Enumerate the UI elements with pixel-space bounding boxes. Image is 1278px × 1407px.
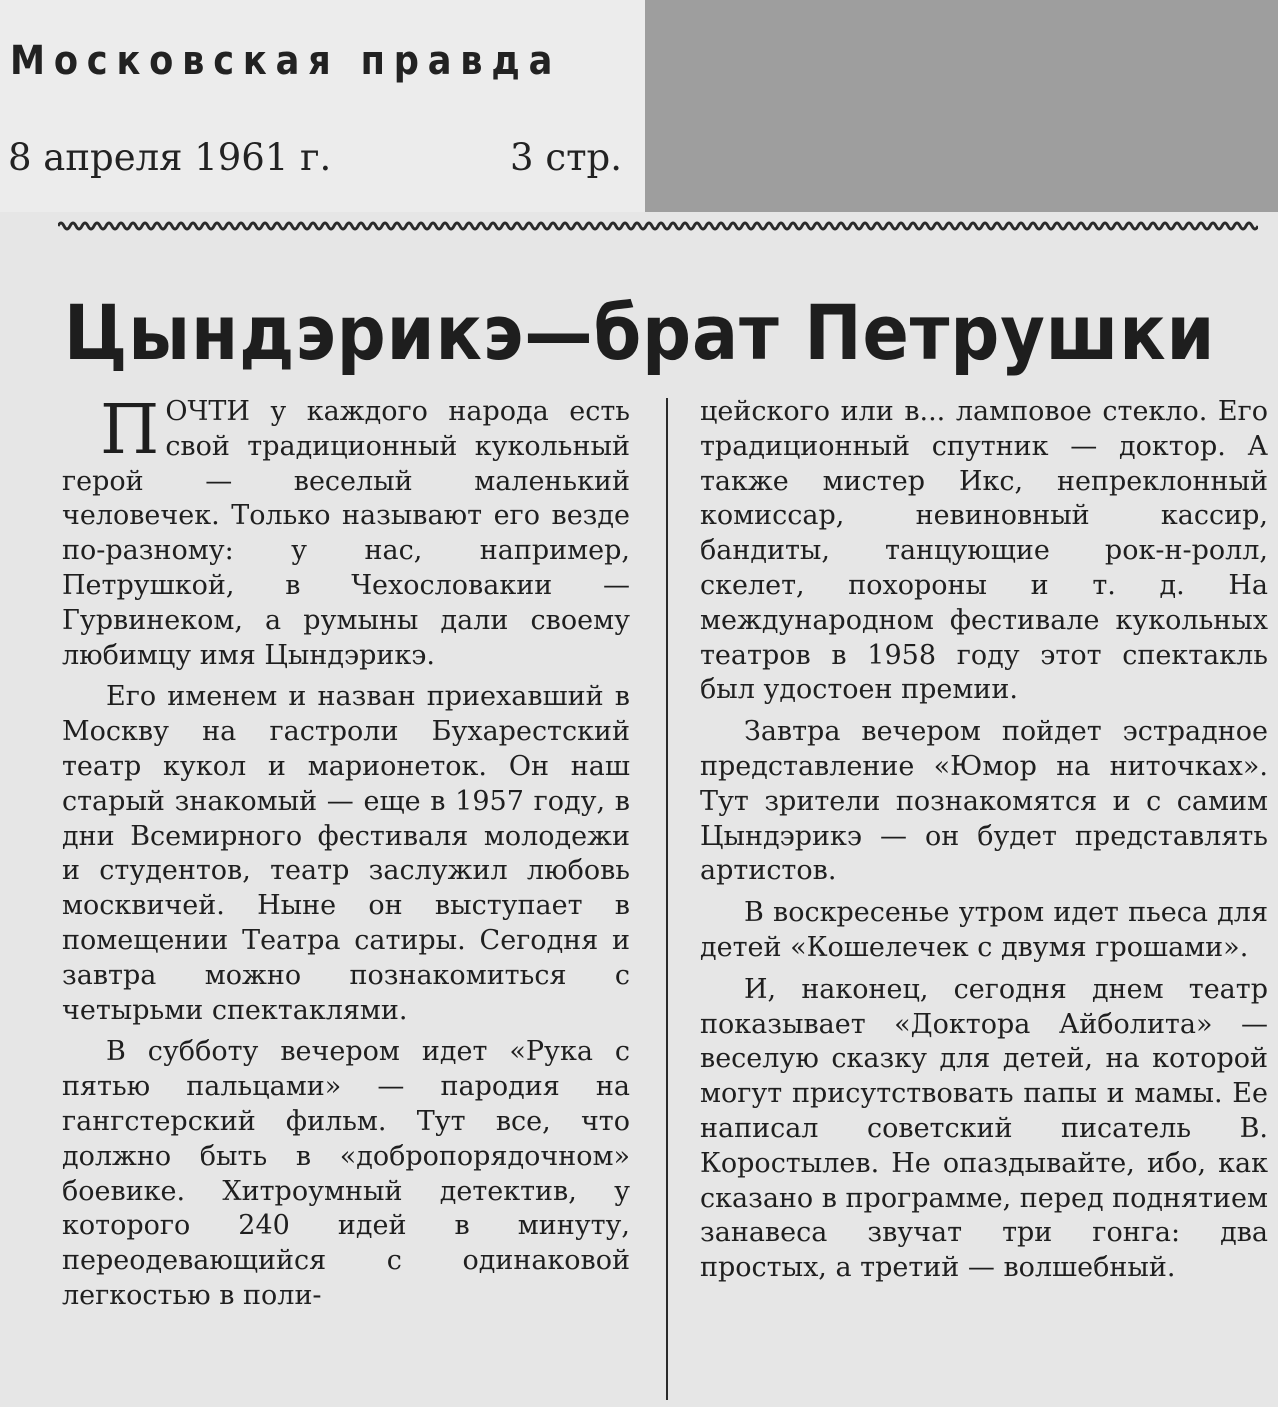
article-column-left bbox=[62, 391, 630, 1321]
page-number: 3 стр. bbox=[510, 136, 622, 179]
paragraph: В воскресенье утром идет пьеса для детей «Кошелечек с двумя грошами». bbox=[700, 897, 1268, 963]
column-divider bbox=[666, 398, 668, 1400]
article-column-right bbox=[700, 395, 1268, 1293]
masthead-slip bbox=[0, 0, 645, 212]
paragraph: ПОЧТИ у каждого народа есть свой традиционный кукольный герой — веселый маленький человечек. Только называют его везде по-разному: у нас, например, Петрушкой, в Чехословакии — Гурвинеком, а румыны дали своему любимцу имя Цындэрикэ. bbox=[62, 391, 630, 671]
paragraph: Завтра вечером пойдет эстрадное представление «Юмор на ниточках». Тут зрители познакомятся и с самим Цындэрикэ — он будет представлять артистов. bbox=[700, 716, 1268, 887]
newspaper-masthead: Московская правда bbox=[10, 38, 562, 84]
paragraph: В субботу вечером идет «Рука с пятью пальцами» — пародия на гангстерский фильм. Тут все, что должно быть в «добропорядочном» боевике. Хитроумный детектив, у которого 240 идей в минуту, переодевающийся с одинаковой легкостью в поли- bbox=[62, 1036, 630, 1311]
paragraph: цейского или в... ламповое стекло. Его традиционный спутник — доктор. А также мистер Икс, непреклонный комиссар, невиновный кассир, бандиты, танцующие рок-н-ролл, скелет, похороны и т. д. На международном фестивале кукольных театров в 1958 году этот спектакль был удостоен премии. bbox=[700, 396, 1268, 706]
issue-date: 8 апреля 1961 г. bbox=[8, 136, 332, 179]
wavy-separator bbox=[58, 218, 1258, 234]
article-headline: Цындэрикэ—брат Петрушки bbox=[63, 288, 1216, 377]
paragraph: И, наконец, сегодня днем театр показывает «Доктора Айболита» — веселую сказку для детей, на которой могут присутствовать папы и мамы. Ее написал советский писатель В. Коростылев. Не опаздывайте, ибо, как сказано в программе, перед поднятием занавеса звучат три гонга: два простых, а третий — волшебный. bbox=[700, 973, 1269, 1284]
paragraph: Его именем и назван приехавший в Москву на гастроли Бухарестский театр кукол и марионеток. Он наш старый знакомый — еще в 1957 году, в дни Всемирного фестиваля молодежи и студентов, театр заслужил любовь москвичей. Ныне он выступает в помещении Театра сатиры. Сегодня и завтра можно познакомиться с четырьми спектаклями. bbox=[62, 681, 630, 1026]
drop-cap: П bbox=[100, 391, 160, 470]
dateline bbox=[8, 136, 628, 179]
